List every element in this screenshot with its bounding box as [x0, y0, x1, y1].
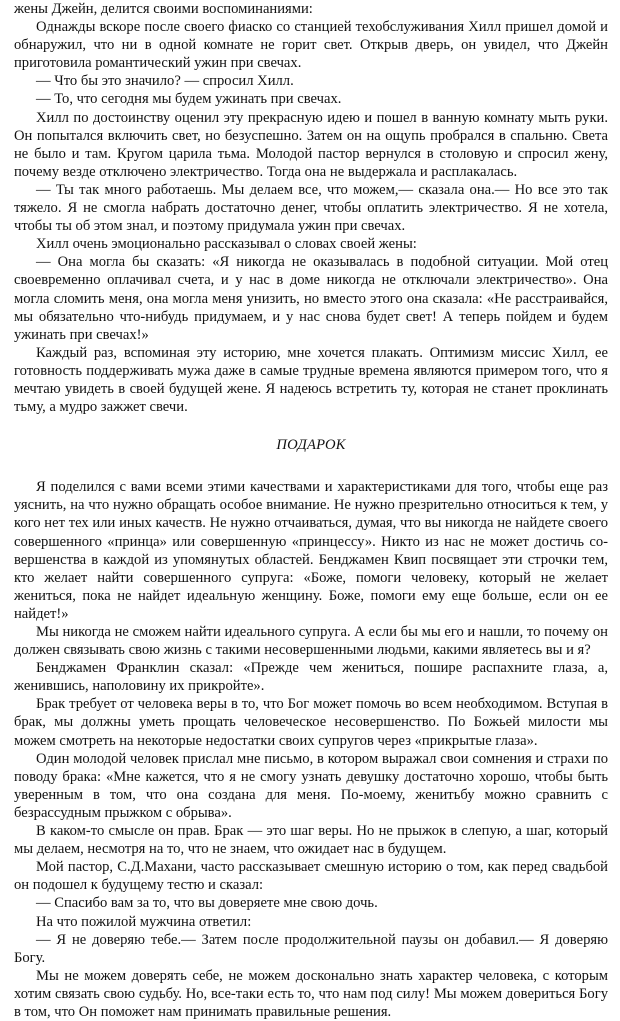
paragraph: Один молодой человек прислал мне письмо, в котором выражал свои сомнения и страхи по поводу брака: «Мне кажется, что я не смогу узнать девушку достаточно хорошо, чтобы быть уверенным в том, что она создана для меня. По-моему, женитьбу можно сравнить с безрассудным прыжком с обрыва». [14, 750, 608, 821]
paragraph: Мой пастор, С.Д.Махани, часто рассказывает смешную историю о том, как перед свадьбой он подошел к будущему тестю и сказал: [14, 859, 608, 894]
dialogue-line: — То, что сегодня мы будем ужинать при свечах. [36, 91, 342, 108]
paragraph: Каждый раз, вспоминая эту историю, мне хочется плакать. Оптимизм миссис Хилл, ее готовность поддерживать мужа даже в самые трудные времена являются примером того, что я мечтаю увидеть в своей будущей жене. Я надеюсь встретить ту, которая не станет проклинать тьму, а мудро зажжет свечи. [14, 344, 608, 416]
dialogue-line: — Что бы это значило? — спросил Хилл. [36, 73, 294, 90]
paragraph: В каком-то смысле он прав. Брак — это шаг веры. Но не прыжок в слепую, а шаг, который мы делаем, несмотря на то, что не знаем, что ожидает нас в будущем. [14, 823, 608, 858]
section-title: ПОДАРОК [276, 437, 346, 454]
document-page [14, 0, 608, 1021]
dialogue-line: — Я не доверяю тебе.— Затем после продолжительной паузы он добавил.— Я доверяю Богу. [14, 931, 608, 966]
paragraph: Бенджамен Франклин сказал: «Прежде чем жениться, пошире распахните глаза, а, женившись, наполовину их прикройте». [14, 660, 608, 695]
paragraph: Хилл очень эмоционально рассказывал о словах своей жены: [36, 236, 417, 253]
dialogue-line: — Спасибо вам за то, что вы доверяете мне свою дочь. [36, 895, 378, 912]
paragraph: Хилл по достоинству оценил эту прекрасную идею и пошел в ванную комнату мыть руки. Он попытался включить свет, но безуспешно. Затем он на ощупь пробрался в спальню. Света не было и там. Кругом царила тьма. Молодой пастор вернулся в столовую и спросил жену, почему везде отключено электричество. Тогда она не выдержала и расплакалась. [14, 109, 608, 180]
paragraph: Брак требует от человека веры в то, что Бог может помочь во всем необходимом. Вступая в брак, мы должны уметь прощать человеческое несовершенство. По Божьей милости мы можем смотреть на некоторые недостатки своих супругов через «прикрытые глаза». [14, 696, 608, 749]
dialogue-line: — Ты так много работаешь. Мы делаем все, что можем,— сказала она.— Но все это так тяжело. Я не смогла набрать достаточно денег, чтобы оплатить электричество. Я не хотела, чтобы ты об этом знал, и поэтому придумала ужин при свечах. [14, 181, 608, 235]
paragraph: Однажды вскоре после своего фиаско со станцией техобслуживания Хилл пришел домой и обнаружил, что ни в одной комнате не горит свет. Открыв дверь, он увидел, что Джейн приготовила романтический ужин при свечах. [14, 19, 608, 72]
paragraph: Мы никогда не сможем найти идеального супруга. А если бы мы его и нашли, то почему он должен связывать свою жизнь с такими несовершенными людьми, какими являетесь вы и я? [14, 624, 608, 659]
paragraph: Мы не можем доверять себе, не можем досконально знать характер человека, с которым хотим связать свою судьбу. Но, все-таки есть то, что нам под силу! Мы можем довериться Богу в том, что Он поможет нам принимать правильные решения. [14, 967, 608, 1020]
paragraph-continued: жены Джейн, делится своими воспоминаниями: [14, 1, 313, 17]
paragraph: Я поделился с вами всеми этими качествами и характеристиками для того, чтобы еще раз уяснить, на что нужно обращать особое внимание. Не нужно презрительно относиться к тем, у кого нет тех или иных качеств. Не нужно отчаиваться, думая, что вы никогда не найдете своего совершенного «принца» или совершенную «принцессу». Никто из нас не может достичь совершенства в каждой из упомянутых областей. Бенджамен Квип посвящает эти строчки тем, кто желает найти совершенного супруга: «Боже, помоги человеку, который не желает жениться, пока не найдет идеальную женщину. Боже, помоги ему еще больше, если он ее найдет!» [14, 479, 608, 622]
paragraph: На что пожилой мужчина ответил: [36, 913, 252, 930]
dialogue-line: — Она могла бы сказать: «Я никогда не оказывалась в подобной ситуации. Мой отец своевременно оплачивал счета, и у нас в доме никогда не отключали электричество». Она могла сломить меня, она могла меня унизить, но вместо этого она сказала: «Не расстраивайся, мы обязательно что-нибудь придумаем, и у нас снова будет свет! А теперь пойдем и будем ужинать при свечах!» [14, 254, 608, 343]
